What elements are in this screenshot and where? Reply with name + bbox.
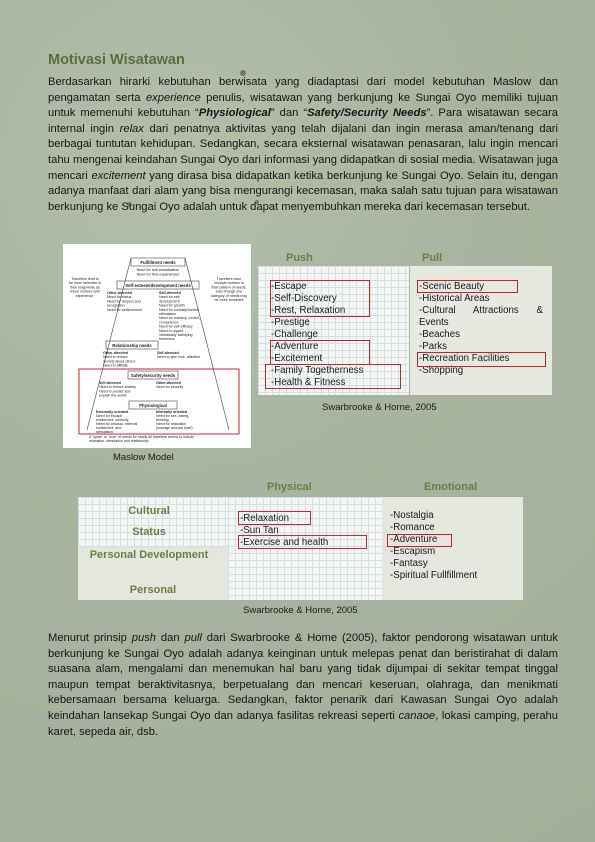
maslow-text: multiple motives in (214, 281, 244, 286)
maslow-text: Need to affiliate (103, 363, 128, 368)
maslow-text: Self-directed (99, 381, 121, 385)
maslow-text: Need for self- (159, 295, 181, 300)
pull-item: -Shopping (419, 365, 464, 376)
maslow-text: category of needs may (210, 293, 248, 298)
maslow-text: Relationship needs (112, 343, 152, 348)
para2-segment: dan (156, 632, 185, 644)
pull-item: -Cultural Attractions & Events (419, 305, 543, 328)
physical-header: Physical (267, 481, 312, 493)
para1-segment: yang dirasa bisa didapatkan ketika berkunjung ke Sungai Oyo. Selain itu, dengan adanya manfaat dari alam yang bisa mengurangi kecemasan, maka salah satu tujuan para wisatawan berkunjung ke Sungai Oyo adalah untuk dapat menyembuhkan mereka dari kecemasan tersebut. (48, 169, 558, 213)
maslow-text: Travellers tend to (71, 277, 99, 281)
para1-segment: excitement (91, 169, 146, 182)
para2-segment: push (131, 632, 157, 644)
maslow-text: development (159, 299, 180, 304)
push-item: -Family Togetherness (271, 365, 364, 376)
highlight-escape-selfdiscovery-rest (270, 280, 370, 317)
highlight-family-health (265, 364, 401, 389)
maslow-text: anxiety about others (103, 359, 136, 364)
para1-segment: ” dan “ (270, 107, 308, 120)
maslow-text: Physiological (139, 403, 167, 408)
emotional-item: -Spiritual Fullfillment (390, 570, 478, 581)
maslow-text: stimulation (96, 430, 114, 434)
maslow-text: Need for sex, eating, (156, 414, 190, 418)
pull-item: -Parks (419, 341, 447, 352)
intro-paragraph (48, 75, 558, 215)
push-item: -Escape (271, 281, 307, 292)
maslow-text: Self-directed (159, 291, 181, 295)
maslow-text: Need to give love, affection (157, 355, 201, 360)
para2-segment: pull (184, 632, 202, 644)
emotional-item: -Nostalgia (390, 510, 434, 521)
para2-segment: dari Swarbrooke & Home (2005), faktor pendorong wisatawan untuk berkunjung ke Sungai Oyo adalah adanya keinginan untuk melepas penat dan beristirahat di dalam suasana alam, mengalami dan menemukan hal baru yang tidak dijumpai di sekitar tempat tinggal maupun tempat beraktivitasnya, berpetualang dan mencari keseruan, olahraga, dan menikmati kebersamaan bersama keluarga. Sedangkan, faktor penarik dari Kawasan Sungai Oyo adalah keindahan lansekap Sungai Oyo dan adanya fasilitas rekreasi seperti (48, 632, 558, 722)
physical-item: -Relaxation (240, 513, 290, 524)
emotional-item: -Escapism (390, 546, 436, 557)
pull-header: Pull (422, 252, 443, 264)
push-item: -Excitement (271, 353, 323, 364)
maslow-text: Internally oriented (156, 410, 188, 414)
maslow-text: excitement, and (96, 426, 122, 430)
maslow-text: Need for relaxation (156, 422, 187, 426)
emotional-item: -Romance (390, 522, 435, 533)
physical-item: -Exercise and health (240, 537, 329, 548)
maslow-text: Fulfillment needs (140, 260, 176, 265)
para1-segment: experience (145, 91, 201, 104)
maslow-text: Need for achievement (107, 307, 143, 312)
maslow-text: drinking (156, 418, 169, 422)
physical-item: -Sun Tan (240, 525, 279, 536)
maslow-text: Self-esteem/development needs (125, 283, 191, 288)
maslow-text: even though one (215, 289, 243, 294)
maslow-text: Need for flow experiences (136, 272, 180, 277)
maslow-text: be more dominant (214, 298, 244, 302)
para1-segment: Physiological (198, 107, 271, 120)
emotional-header: Emotional (424, 481, 478, 493)
row-label-status: Status (132, 526, 166, 538)
highlight-exercise (238, 535, 367, 549)
maslow-text: excitement, curiosity (96, 418, 129, 422)
pull-item: -Historical Areas (419, 293, 490, 304)
maslow-text: (manage arousal level) (156, 426, 193, 430)
pull-item: -Scenic Beauty (419, 281, 485, 292)
maslow-text: Externally oriented (96, 410, 129, 414)
row-label-personal-development: Personal Development (89, 549, 209, 561)
maslow-text: stimulation (159, 312, 177, 316)
para1-segment: ”. Para wisatawan secara internal ingin (48, 107, 558, 135)
emotional-item: -Adventure (390, 534, 438, 545)
push-pull-paragraph (48, 631, 558, 740)
push-item: -Challenge (271, 329, 318, 340)
para1-segment: Berdasarkan hirarki kebutuhan berwisata yang diadaptasi dari model kebutuhan Maslow dan pengamatan serta (48, 76, 558, 104)
maslow-text: Need for mastery, control, (159, 316, 201, 321)
para1-segment: dari penatnya aktivitas yang telah dijalani dan ingin merasa aman/tenang dari berbagai tuntutan kehidupan. Sedangkan, secara eksternal wisatawan penasaran, lalu ingin mencari tahu mengenai keindahan Sungai Oyo dari informasi yang didapatkan di sosial media. Wisatawan juga mencari (48, 122, 558, 182)
para2-segment: , lokasi camping, perahu karet, sepeda air, dsb. (48, 709, 558, 738)
push-item: -Prestige (271, 317, 310, 328)
maslow-text: Safety/security needs (130, 373, 176, 378)
maslow-text: Need for growth (159, 303, 185, 308)
pushpull-caption: Swarbrooke & Horne, 2005 (322, 402, 437, 413)
maslow-text: Need to regard (159, 328, 183, 333)
maslow-text: Need for status (107, 295, 132, 300)
maslow-text: their pattern of needs, (211, 285, 247, 290)
maslow-text: experience. (75, 293, 95, 298)
para1-segment: relax (119, 122, 144, 135)
highlight-relaxation (238, 511, 311, 525)
push-item: -Rest, Relaxation (271, 305, 346, 316)
push-item: -Self-Discovery (271, 293, 337, 304)
maslow-text: Need for self-actualization (136, 268, 180, 272)
maslow-text: Travellers have (216, 277, 242, 281)
motivation-table-caption: Swarbrooke & Horne, 2005 (243, 605, 358, 616)
maslow-text: Need for escape (96, 414, 123, 418)
maslow-pyramid (63, 244, 251, 448)
pull-item: -Beaches (419, 329, 460, 340)
emotional-cell (382, 497, 523, 600)
maslow-text: Need to reduce anxiety (99, 385, 136, 390)
maslow-text: Need to predict and (99, 389, 131, 394)
maslow-model-figure (63, 244, 251, 448)
maslow-text: Need for security (156, 385, 184, 390)
para1-segment: Safety/Security Needs (307, 107, 427, 120)
maslow-text: competence (159, 320, 179, 325)
push-item: -Adventure (271, 341, 319, 352)
row-label-cultural: Cultural (128, 505, 170, 517)
emotional-item: -Fantasy (390, 558, 428, 569)
maslow-text: Need to reduce (103, 355, 128, 360)
maslow-text: Need for respect and (107, 299, 141, 304)
maslow-text: travel motives with (70, 289, 100, 294)
row-label-personal: Personal (129, 584, 177, 596)
maslow-text: relaxation, stimulation and relationship (89, 439, 149, 444)
highlight-adventure-excitement (270, 340, 370, 365)
maslow-text: Other-directed (156, 381, 181, 385)
maslow-text: recognition (107, 303, 125, 308)
highlight-recreation-facilities (417, 352, 546, 367)
maslow-text: Self-directed (157, 351, 179, 355)
section-title: Motivasi Wisatawan (48, 52, 185, 68)
para2-segment: canaoe (398, 709, 436, 722)
maslow-text: their magnitude as (70, 285, 100, 290)
maslow-text: behaviors (159, 337, 175, 342)
maslow-text: be more selective in (69, 281, 101, 286)
para1-segment: penulis, wisatawan yang berkunjung ke Sungai Oyo memiliki tujuan untuk memenuhi kebutuhan “ (48, 91, 558, 120)
maslow-text: Need for curiosity/mental (159, 307, 199, 312)
push-header: Push (286, 252, 313, 264)
highlight-adventure (387, 534, 452, 547)
maslow-text: Need for arousal, external (96, 422, 138, 426)
maslow-caption: Maslow Model (113, 452, 174, 463)
maslow-text: Other-directed (103, 351, 128, 355)
maslow-text: intrinsically satisfying (159, 333, 193, 337)
highlight-scenic-beauty (417, 280, 518, 293)
maslow-text: explain the world (99, 393, 126, 398)
para2-segment: Menurut prinsip (48, 632, 132, 644)
maslow-text: Need for self-efficacy (159, 324, 193, 329)
pull-item: -Recreation Facilities (419, 353, 510, 364)
maslow-text: A "spine" or "core" of needs for nearly all travellers seems to include (89, 435, 195, 439)
push-item: -Health & Fitness (271, 377, 346, 388)
maslow-text: Other-directed (107, 291, 132, 295)
